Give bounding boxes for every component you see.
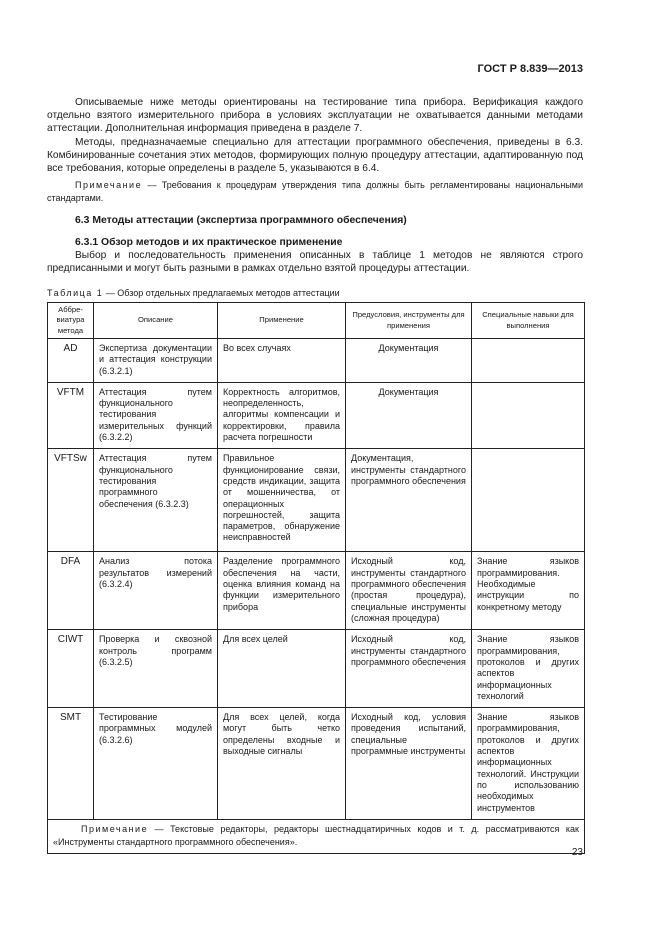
note-label: Примечание bbox=[75, 180, 143, 190]
cell-application: Разделение программного обеспечения на части, оценка влияния команд на функции измерительного прибора bbox=[218, 552, 346, 630]
cell-description: Проверка и сквозной контроль программ (6.3.2.5) bbox=[94, 630, 218, 708]
intro-paragraph-1: Описываемые ниже методы ориентированы на тестирование типа прибора. Верификация каждого отдельно взятого измерительного прибора в условиях эксплуатации не охватывается данными методами аттестации. Дополнительная информация приведена в разделе 7. bbox=[47, 97, 583, 135]
note-text: — Требования к процедурам утверждения типа должны быть регламентированы национальными стандартами. bbox=[47, 180, 583, 203]
header-description: Описание bbox=[94, 303, 218, 339]
cell-description: Анализ потока результатов измерений (6.3.2.4) bbox=[94, 552, 218, 630]
table-note bbox=[48, 819, 585, 853]
subsection-heading: 6.3.1 Обзор методов и их практическое применение bbox=[75, 237, 343, 248]
cell-abbr: VFTSw bbox=[48, 449, 94, 552]
cell-abbr: AD bbox=[48, 339, 94, 383]
intro-note bbox=[47, 179, 583, 205]
cell-skills: Знание языков программирования. Необходимые инструкции по конкретному методу bbox=[472, 552, 585, 630]
section-paragraph: Выбор и последовательность применения описанных в таблице 1 методов не являются строго предписанными и могут быть разными в рамках отдельно взятой процедуры аттестации. bbox=[47, 250, 583, 275]
table-note-label: Примечание bbox=[81, 823, 149, 834]
table-row bbox=[48, 339, 585, 383]
cell-application: Корректность алгоритмов, неопределенность, алгоритмы компенсации и корректировки, правила расчета погрешности bbox=[218, 382, 346, 448]
section-heading: 6.3 Методы аттестации (экспертиза программного обеспечения) bbox=[75, 215, 407, 226]
cell-description: Аттестация путем функционального тестирования измерительных функций (6.3.2.2) bbox=[94, 382, 218, 448]
methods-table bbox=[47, 302, 585, 854]
document-id: ГОСТ Р 8.839—2013 bbox=[477, 63, 583, 75]
cell-skills bbox=[472, 449, 585, 552]
cell-preconditions: Исходный код, инструменты стандартного программного обеспечения bbox=[346, 630, 472, 708]
table-caption-label: Таблица 1 bbox=[47, 288, 104, 298]
header-abbr: Аббре-виатура метода bbox=[48, 303, 94, 339]
cell-application: Во всех случаях bbox=[218, 339, 346, 383]
cell-abbr: DFA bbox=[48, 552, 94, 630]
cell-abbr: SMT bbox=[48, 708, 94, 820]
table-caption bbox=[47, 287, 340, 299]
table-row bbox=[48, 630, 585, 708]
cell-preconditions: Документация bbox=[346, 382, 472, 448]
methods-table-container bbox=[47, 302, 584, 854]
table-note-row bbox=[48, 819, 585, 853]
intro-paragraph-2: Методы, предназначаемые специально для аттестации программного обеспечения, приведены в 6.3. Комбинированные сочетания этих методов, формирующих полную процедуру аттестации, адаптированную под все требования, которые определены в разделе 5, указываются в 6.4. bbox=[47, 137, 583, 175]
page-number: 23 bbox=[571, 847, 583, 858]
table-header-row bbox=[48, 303, 585, 339]
table-note-text: — Текстовые редакторы, редакторы шестнадцатиричных кодов и т. д. рассматриваются как «Инструменты стандартного программного обеспечения». bbox=[53, 823, 579, 847]
cell-abbr: CIWT bbox=[48, 630, 94, 708]
table-row bbox=[48, 449, 585, 552]
header-skills: Специальные навыки для выполнения bbox=[472, 303, 585, 339]
table-caption-text: — Обзор отдельных предлагаемых методов аттестации bbox=[103, 288, 340, 298]
cell-application: Для всех целей, когда могут быть четко определены входные и выходные сигналы bbox=[218, 708, 346, 820]
cell-skills: Знание языков программирования, протоколов и других аспектов информационных технологий bbox=[472, 630, 585, 708]
header-preconditions: Предусловия, инструменты для применения bbox=[346, 303, 472, 339]
header-application: Применение bbox=[218, 303, 346, 339]
table-row bbox=[48, 552, 585, 630]
cell-skills: Знание языков программирования, протоколов и других аспектов информационных технологий. Инструкции по использованию необходимых инструментов bbox=[472, 708, 585, 820]
cell-abbr: VFTM bbox=[48, 382, 94, 448]
table-row bbox=[48, 382, 585, 448]
cell-preconditions: Документация bbox=[346, 339, 472, 383]
cell-application: Для всех целей bbox=[218, 630, 346, 708]
cell-preconditions: Исходный код, инструменты стандартного программного обеспечения (простая процедура), специальные инструменты (сложная процедура) bbox=[346, 552, 472, 630]
cell-description: Аттестация путем функционального тестирования программного обеспечения (6.3.2.3) bbox=[94, 449, 218, 552]
cell-preconditions: Документация, инструменты стандартного программного обеспечения bbox=[346, 449, 472, 552]
cell-preconditions: Исходный код, условия проведения испытаний, специальные программные инструменты bbox=[346, 708, 472, 820]
cell-skills bbox=[472, 382, 585, 448]
cell-description: Экспертиза документации и аттестация конструкции (6.3.2.1) bbox=[94, 339, 218, 383]
cell-description: Тестирование программных модулей (6.3.2.6) bbox=[94, 708, 218, 820]
table-row bbox=[48, 708, 585, 820]
cell-skills bbox=[472, 339, 585, 383]
cell-application: Правильное функционирование связи, средств индикации, защита от мошенничества, от операционных погрешностей, защита параметров, обнаружение неисправностей bbox=[218, 449, 346, 552]
